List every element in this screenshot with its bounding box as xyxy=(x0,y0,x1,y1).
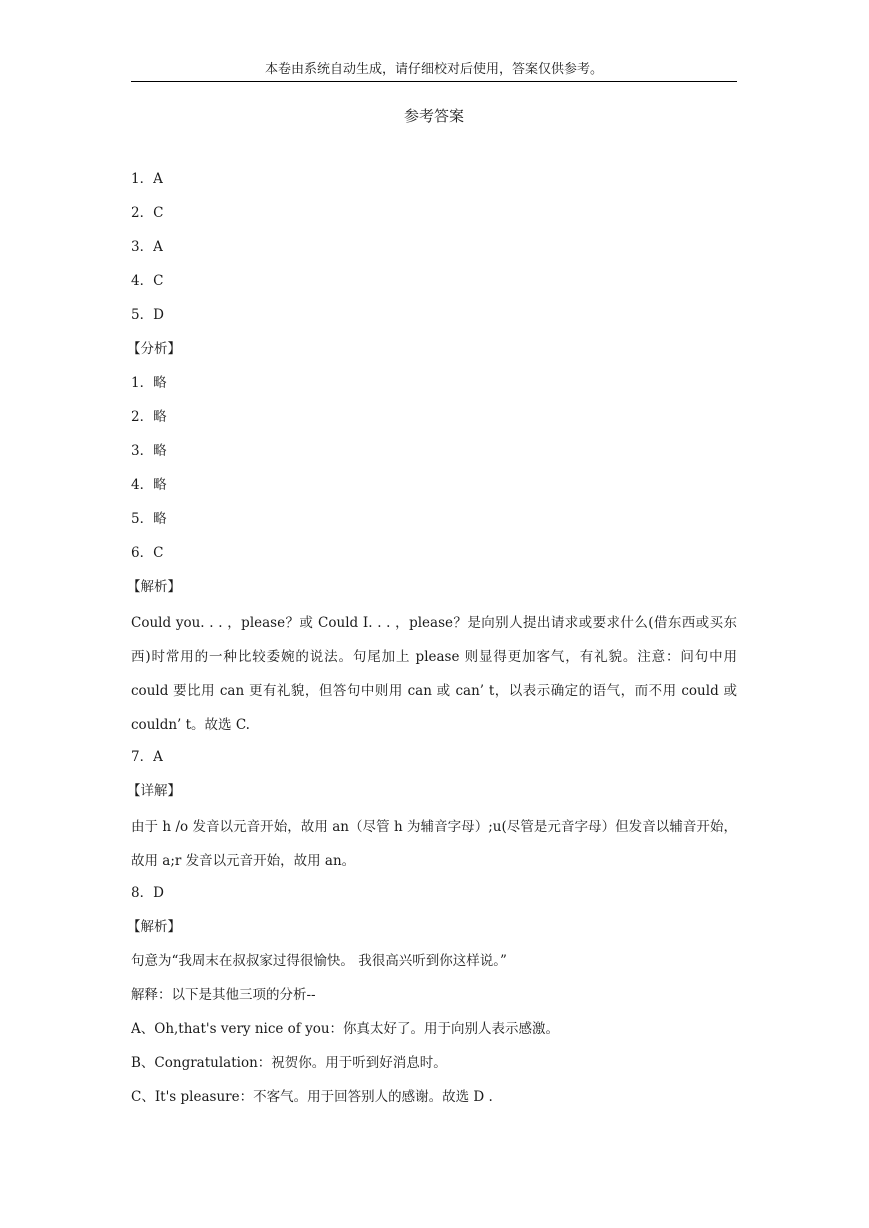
answer-7: 7．A xyxy=(131,749,163,765)
analysis-1: 1．略 xyxy=(131,375,167,391)
answer-6: 6．C xyxy=(131,545,164,561)
option-a-analysis: A、Oh,that's very nice of you：你真太好了。用于向别人表示感激。 xyxy=(131,1021,560,1037)
analysis-2: 2．略 xyxy=(131,409,167,425)
answer-content xyxy=(127,164,737,1116)
detail-paragraph: 由于 h /o 发音以元音开始，故用 an（尽管 h 为辅音字母）;u(尽管是元音字母）但发音以辅音开始，故用 a;r 发音以元音开始，故用 an。 xyxy=(131,819,737,869)
answer-1: 1．A xyxy=(131,171,163,187)
option-c-analysis: C、It's pleasure：不客气。用于回答别人的感谢。故选 D . xyxy=(131,1089,493,1105)
answer-5: 5．D xyxy=(131,307,164,323)
answer-8: 8．D xyxy=(131,885,164,901)
analysis-4: 4．略 xyxy=(131,477,167,493)
option-b-analysis: B、Congratulation：祝贺你。用于听到好消息时。 xyxy=(131,1055,447,1071)
answer-2: 2．C xyxy=(131,205,164,221)
sentence-meaning: 句意为“我周末在叔叔家过得很愉快。 我很高兴听到你这样说。” xyxy=(131,953,507,969)
explanation-intro: 解释：以下是其他三项的分析-- xyxy=(131,987,316,1003)
answer-3: 3．A xyxy=(131,239,163,255)
section-heading-jiexi-2: 【解析】 xyxy=(127,919,181,935)
analysis-3: 3．略 xyxy=(131,443,167,459)
section-heading-fenxi: 【分析】 xyxy=(127,341,181,357)
header-note: 本卷由系统自动生成，请仔细校对后使用，答案仅供参考。 xyxy=(264,62,603,77)
section-heading-jiexi: 【解析】 xyxy=(127,579,181,595)
answer-4: 4．C xyxy=(131,273,164,289)
analysis-5: 5．略 xyxy=(131,511,167,527)
header-divider xyxy=(131,81,737,82)
explanation-paragraph: Could you. . . ，please？或 Could I. . . ，please？是向别人提出请求或要求什么(借东西或买东西)时常用的一种比较委婉的说法。句尾加上 please 则显得更加客气，有礼貌。注意：问句中用 could 要比用 can 更有礼貌，但答句中则用 can 或 can’ t，以表示确定的语气，而不用 could 或 couldn’ t。故选 C. xyxy=(131,615,737,733)
section-heading-xiangjie: 【详解】 xyxy=(127,783,181,799)
page-title: 参考答案 xyxy=(403,107,464,125)
